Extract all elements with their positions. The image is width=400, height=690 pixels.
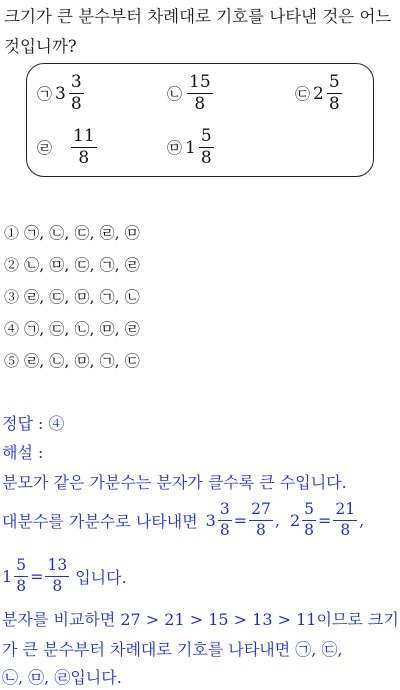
- whole: 3: [205, 510, 216, 530]
- numerator: 5: [302, 502, 316, 521]
- denominator: 8: [16, 576, 27, 595]
- box-item-5: [167, 128, 216, 167]
- explanation-line-1: 분모가 같은 가분수는 분자가 클수록 큰 수입니다.: [2, 473, 347, 492]
- numerator: 15: [189, 72, 211, 92]
- numerator: 5: [14, 558, 28, 577]
- denominator: 8: [70, 94, 82, 114]
- denominator: 8: [328, 94, 340, 114]
- fraction: [333, 502, 357, 538]
- choice-1[interactable]: ① ㉠, ㉡, ㉢, ㉣, ㉤: [4, 224, 140, 242]
- answer: 정답 : ④: [2, 414, 65, 433]
- equals: =: [318, 510, 332, 530]
- denominator: 8: [219, 520, 230, 539]
- whole: 2: [313, 83, 324, 104]
- fraction: [327, 74, 342, 113]
- denominator: 8: [78, 148, 90, 168]
- denominator: 8: [256, 520, 266, 539]
- mark: ㉠: [37, 85, 53, 103]
- fraction: [45, 558, 69, 594]
- box-item-4: [37, 128, 99, 167]
- numerator: 3: [70, 72, 82, 92]
- fraction: [249, 502, 273, 538]
- fraction: [302, 502, 316, 538]
- choice-5[interactable]: ⑤ ㉣, ㉡, ㉤, ㉠, ㉢: [4, 352, 140, 370]
- explanation-line-3: [2, 558, 127, 594]
- box-item-3: [295, 74, 344, 113]
- explanation-line-4: 분자를 비교하면 27 > 21 > 15 > 13 > 11이므로 크기: [2, 610, 399, 629]
- fraction: [69, 74, 84, 113]
- mark: ㉡: [167, 85, 183, 103]
- explanation-text: 대분수를 가분수로 나타내면: [2, 511, 198, 531]
- equals: =: [30, 566, 44, 586]
- denominator: 8: [340, 520, 351, 539]
- box-item-1: [37, 74, 86, 113]
- question-text: 크기가 큰 분수부터 차례대로 기호를 나타낸 것은 어느 것입니까?: [4, 7, 392, 56]
- numerator: 5: [200, 126, 212, 146]
- denominator: 8: [52, 576, 63, 595]
- numerator: 5: [328, 72, 340, 92]
- fraction-box: [26, 63, 374, 177]
- mark: ㉢: [295, 85, 311, 103]
- box-item-2: [167, 74, 215, 113]
- whole: 2: [289, 510, 301, 530]
- choice-4[interactable]: ④ ㉠, ㉢, ㉡, ㉤, ㉣: [4, 320, 140, 338]
- fraction: [71, 128, 97, 167]
- numerator: 13: [45, 558, 69, 577]
- choice-2[interactable]: ② ㉡, ㉤, ㉢, ㉠, ㉣: [4, 256, 140, 274]
- fraction: [187, 74, 213, 113]
- denominator: 8: [200, 148, 212, 168]
- whole: 1: [185, 137, 196, 158]
- whole: 3: [55, 83, 66, 104]
- comma: ,: [359, 510, 365, 530]
- explanation-line-2: [2, 502, 364, 538]
- whole: 1: [2, 566, 13, 586]
- equals: =: [233, 510, 248, 530]
- fraction: [14, 558, 28, 594]
- fraction: [199, 128, 214, 167]
- explanation-line-6: ㉡, ㉤, ㉣입니다.: [2, 668, 122, 687]
- numerator: 3: [218, 502, 232, 521]
- mark: ㉤: [167, 139, 183, 157]
- explanation-label: 해설 :: [2, 443, 44, 462]
- numerator: 11: [73, 126, 95, 146]
- denominator: 8: [194, 94, 206, 114]
- numerator: 27: [249, 502, 273, 521]
- fraction: [218, 502, 232, 538]
- comma: ,: [274, 510, 280, 530]
- denominator: 8: [304, 520, 315, 539]
- explanation-line-5: 가 큰 분수부터 차례대로 기호를 나타내면 ㉠, ㉢,: [2, 640, 343, 659]
- choice-3[interactable]: ③ ㉣, ㉢, ㉤, ㉠, ㉡: [4, 288, 140, 306]
- numerator: 21: [333, 502, 357, 521]
- explanation-suffix: 입니다.: [75, 567, 127, 587]
- mark: ㉣: [37, 139, 53, 157]
